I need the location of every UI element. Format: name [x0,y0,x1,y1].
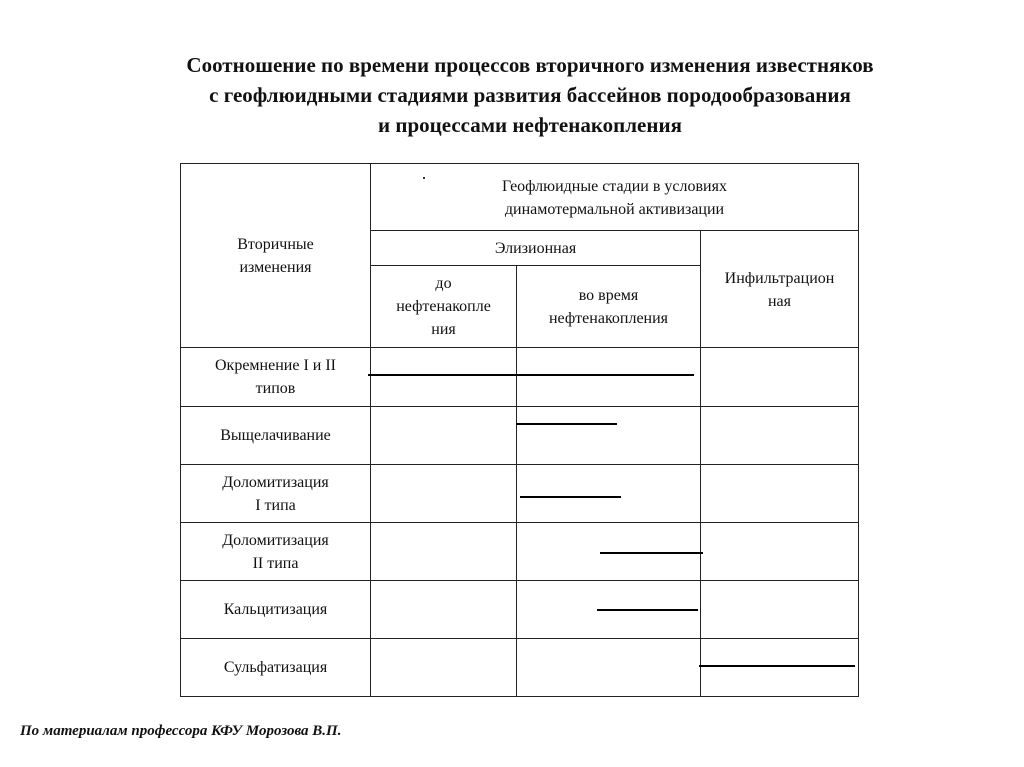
timing-bar-dolomitization-2 [600,552,703,554]
page-title [0,50,1024,140]
row-label-sulfatization: Сульфатизация [223,659,328,676]
header-elizion: Элизионная [494,239,577,257]
table-border-right [858,163,859,697]
header-during-oil: во время нефтенакопления [548,286,669,327]
header-before-oil: до нефтенакопле ния [396,275,491,338]
row-label-dolomitization-1: Доломитизация I типа [222,473,329,514]
header-secondary-changes: Вторичные изменения [237,235,314,276]
row-label-silicification: Окремнение I и II типов [215,357,336,397]
title-line-3: и процессами нефтенакопления [378,113,682,137]
row-label-dolomitization-2: Доломитизация II типа [222,531,329,572]
table-border-bottom [180,696,859,697]
header-geofluid-stages: Геофлюидные стадии в условиях динамотермальной активизации [502,178,727,218]
row-label-calcitization: Кальцитизация [223,601,328,618]
title-line-2: с геофлюидными стадиями развития бассейнов породообразования [209,83,851,107]
timing-bar-silicification [368,374,694,376]
timing-bar-dolomitization-1 [520,496,621,498]
timing-bar-calcitization [597,609,698,611]
header-infiltration: Инфильтрацион ная [724,270,835,310]
timing-bar-sulfatization [699,665,855,667]
row-label-leaching: Выщелачивание [220,427,331,444]
timing-bar-leaching [516,423,617,425]
title-line-1: Соотношение по времени процессов вторичного изменения известняков [186,53,874,77]
footer-source: По материалам профессора КФУ Морозова В.П. [20,723,342,739]
